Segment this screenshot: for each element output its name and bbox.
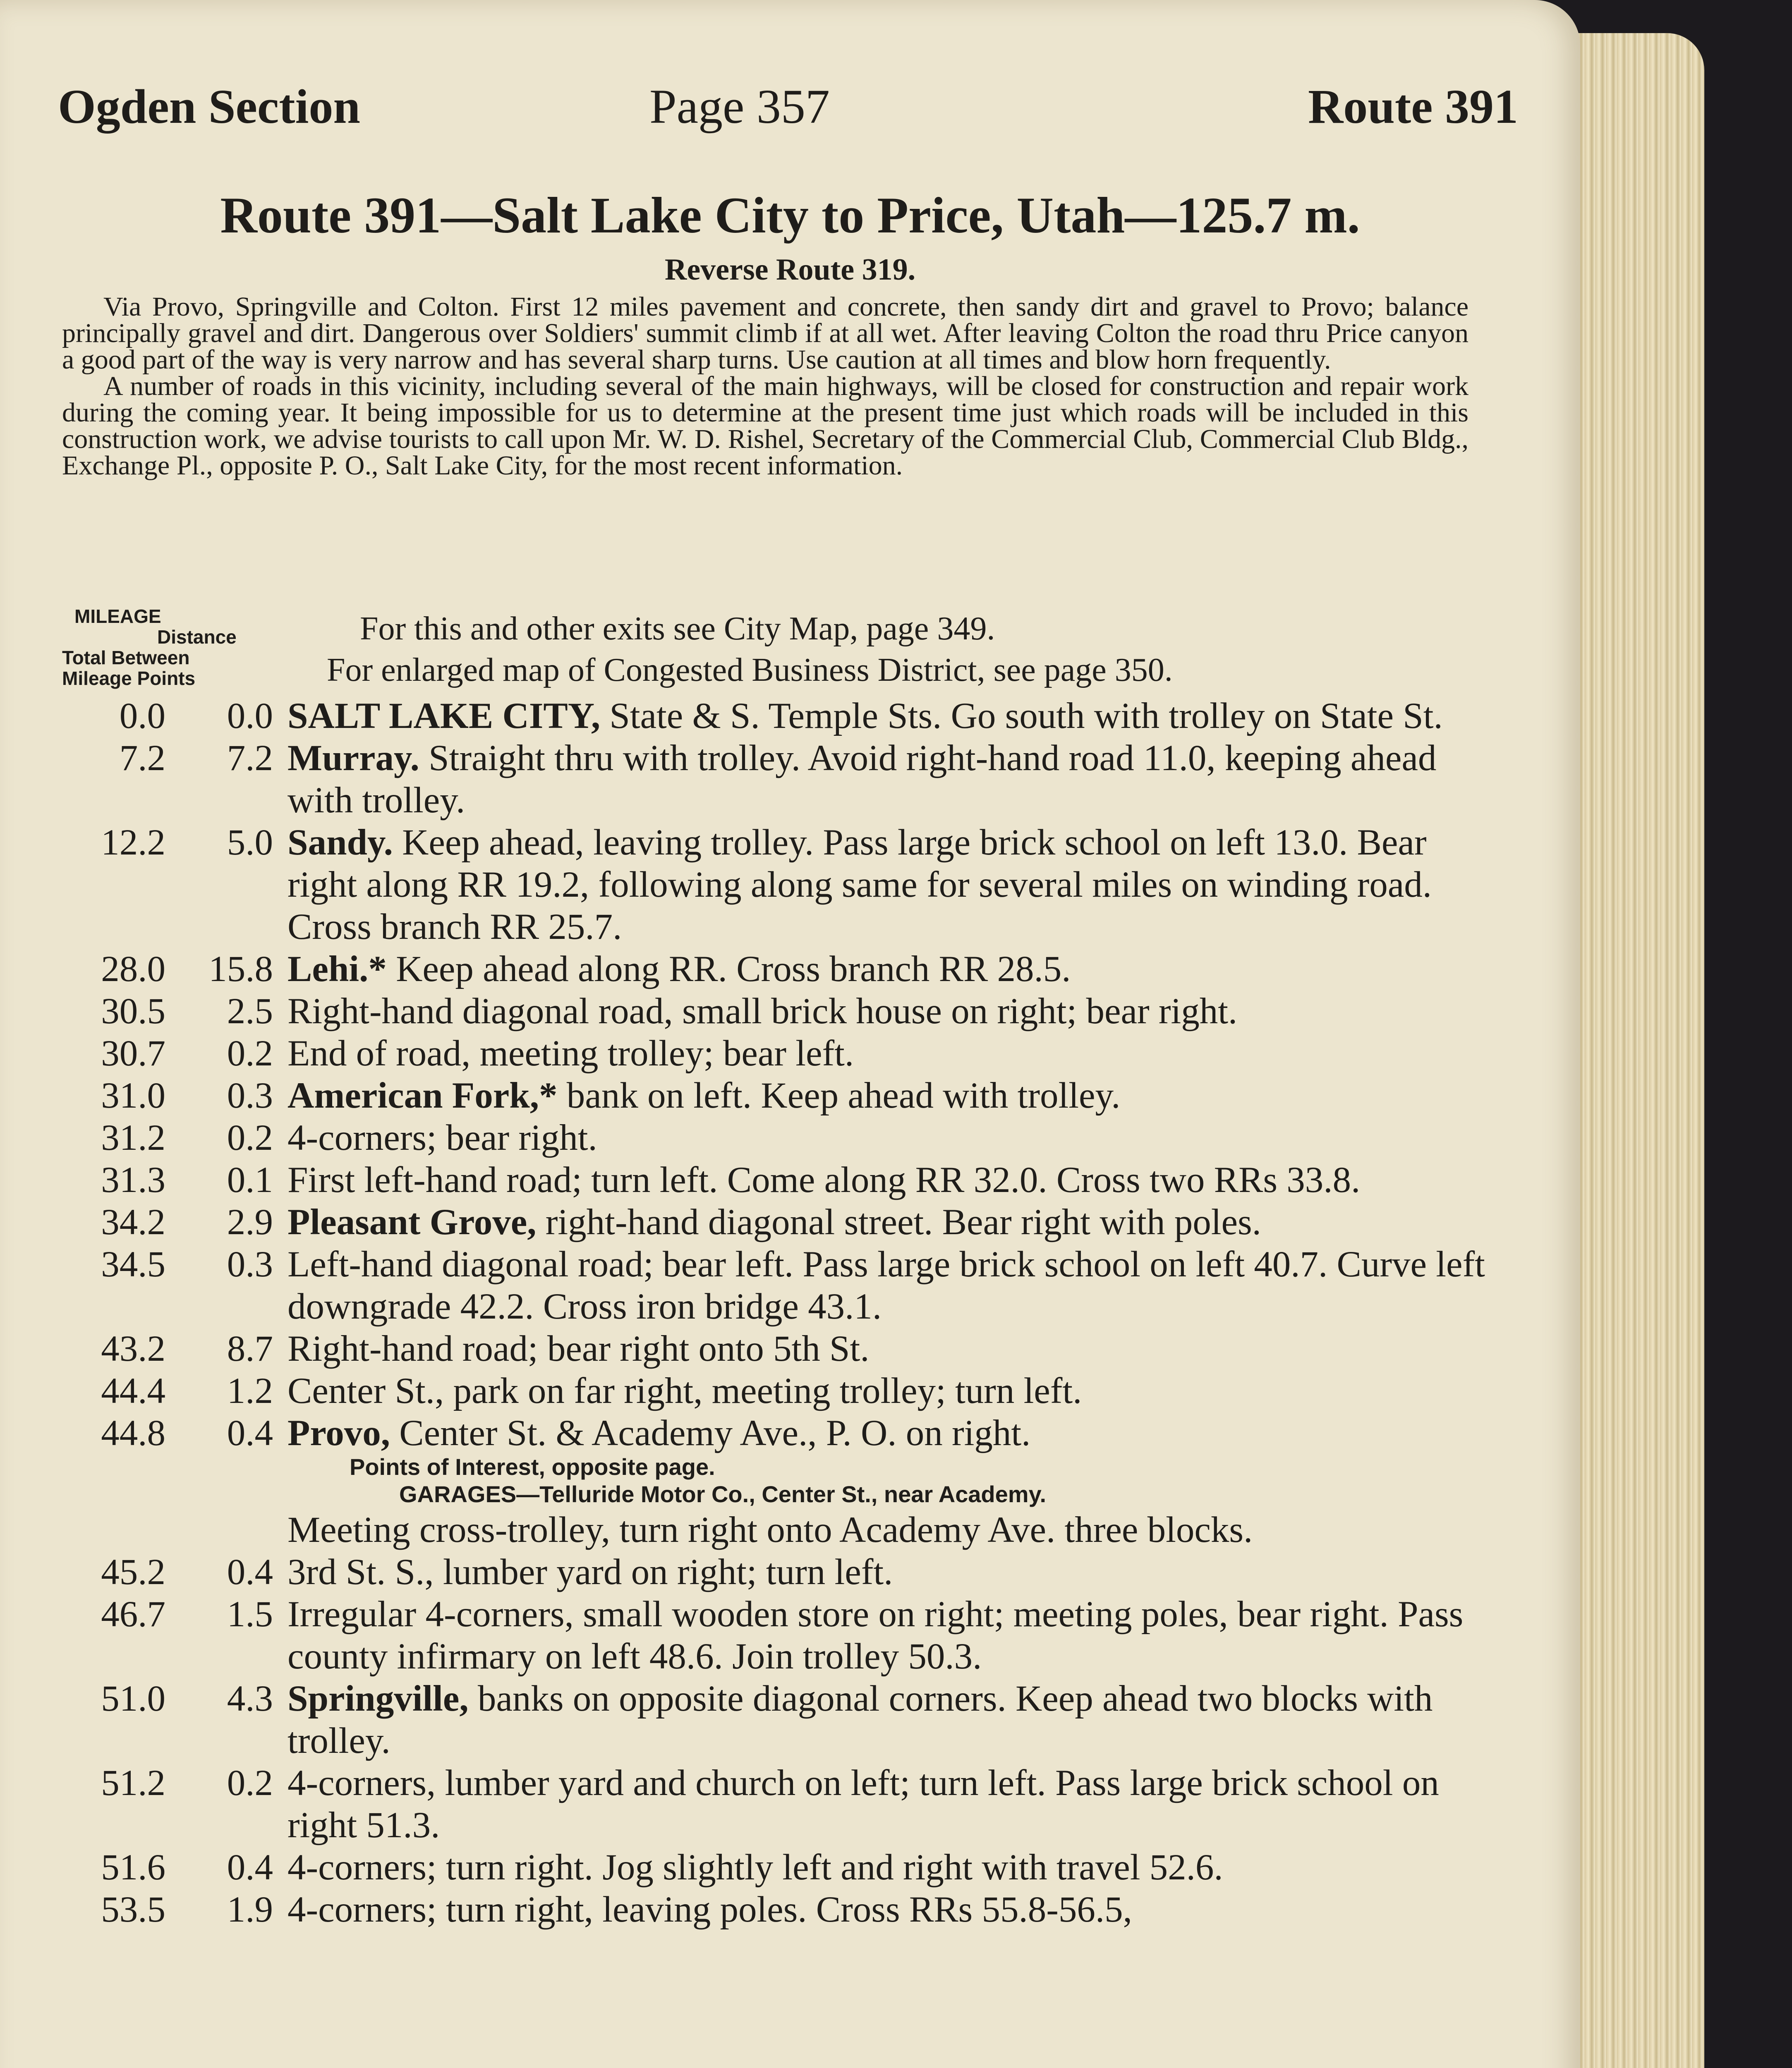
provo-details: [292, 1454, 1489, 1509]
direction-text: [287, 948, 1489, 990]
direction-body: Center St. & Academy Ave., P. O. on right.: [390, 1413, 1031, 1453]
direction-text: [287, 1117, 1489, 1159]
total-mileage: 51.6: [101, 1847, 165, 1888]
distance-between: 7.2: [227, 738, 273, 778]
points-of-interest-note: Points of Interest, opposite page.: [350, 1454, 715, 1480]
distance-between: 0.1: [227, 1160, 273, 1200]
route-log-entry: [62, 1075, 1489, 1117]
direction-body: bank on left. Keep ahead with trolley.: [557, 1075, 1121, 1116]
place-name: Pleasant Grove,: [287, 1202, 537, 1242]
distance-between: 2.9: [227, 1202, 273, 1242]
direction-text: [287, 1243, 1489, 1328]
map-note: For this and other exits see City Map, page 349.: [360, 610, 995, 647]
distance-between: 0.4: [227, 1413, 273, 1453]
direction-body: Keep ahead along RR. Cross branch RR 28.5.: [386, 949, 1071, 989]
mileage-column-header: [62, 606, 277, 689]
running-header: [58, 79, 1518, 145]
route-log-entry: [62, 1412, 1489, 1454]
place-name: Lehi.*: [287, 949, 387, 989]
route-log-entry: [62, 948, 1489, 990]
direction-body: 3rd St. S., lumber yard on right; turn left.: [287, 1552, 893, 1592]
route-label: Route 391: [1308, 79, 1518, 134]
distance-between: 2.5: [227, 991, 273, 1032]
route-log-part: [62, 695, 1489, 1454]
route-log-entry: [62, 1593, 1489, 1678]
map-notes: [327, 608, 1485, 691]
direction-text: [287, 1075, 1489, 1117]
distance-between: 5.0: [227, 822, 273, 863]
direction-text: [287, 1032, 1489, 1075]
direction-text: [287, 737, 1489, 821]
direction-text: [287, 1201, 1489, 1243]
total-mileage: 31.0: [101, 1075, 165, 1116]
route-log-entry: [62, 1117, 1489, 1159]
place-name: Sandy.: [287, 822, 393, 863]
total-mileage: 43.2: [101, 1328, 165, 1369]
direction-text: [287, 1846, 1489, 1888]
route-log-entry: [62, 1762, 1489, 1846]
distance-between: 15.8: [208, 949, 273, 989]
direction-body: Irregular 4-corners, small wooden store on right; meeting poles, bear right. Pass county infirmary on left 48.6. Join trolley 50.3.: [287, 1594, 1464, 1677]
route-log-entry: [62, 1328, 1489, 1370]
direction-text: [287, 990, 1489, 1032]
total-mileage: 7.2: [119, 738, 165, 778]
intro-paragraph: Via Provo, Springville and Colton. First 12 miles pavement and concrete, then sandy dirt and gravel to Provo; balance principally gravel and dirt. Dangerous over Soldiers' summit climb if at all wet. After leaving Colton the road thru Price canyon a good part of the way is very narrow and has several sharp turns. Use caution at all times and blow horn frequently.: [62, 292, 1469, 375]
direction-text: [287, 1370, 1489, 1412]
distance-between: 1.2: [227, 1371, 273, 1411]
direction-body: Keep ahead, leaving trolley. Pass large brick school on left 13.0. Bear right along RR 19.2, following along same for several miles on winding road. Cross branch RR 25.7.: [287, 822, 1432, 947]
direction-text: [287, 1328, 1489, 1370]
place-name: Springville,: [287, 1678, 469, 1719]
garages-note: GARAGES—Telluride Motor Co., Center St., near Academy.: [399, 1481, 1047, 1507]
route-log-entry: [62, 1678, 1489, 1762]
direction-text: [287, 1888, 1489, 1931]
direction-body: Straight thru with trolley. Avoid right-hand road 11.0, keeping ahead with trolley.: [287, 738, 1437, 821]
direction-body: Right-hand road; bear right onto 5th St.: [287, 1328, 870, 1369]
place-name: Murray.: [287, 738, 419, 778]
direction-body: End of road, meeting trolley; bear left.: [287, 1033, 854, 1074]
route-log: [62, 695, 1489, 1931]
place-name: American Fork,*: [287, 1075, 558, 1116]
distance-between: 0.3: [227, 1075, 273, 1116]
route-log-entry: [62, 990, 1489, 1032]
distance-between: 4.3: [227, 1678, 273, 1719]
distance-between: 0.2: [227, 1763, 273, 1803]
total-mileage: 34.2: [101, 1202, 165, 1242]
route-log-entry: [62, 1370, 1489, 1412]
total-mileage: 30.5: [101, 991, 165, 1032]
provo-continuation: Meeting cross-trolley, turn right onto Academy Ave. three blocks.: [287, 1510, 1253, 1550]
route-log-entry: [62, 737, 1489, 821]
route-log-entry: [62, 1888, 1489, 1931]
direction-body: Left-hand diagonal road; bear left. Pass large brick school on left 40.7. Curve left downgrade 42.2. Cross iron bridge 43.1.: [287, 1244, 1485, 1327]
direction-body: Center St., park on far right, meeting trolley; turn left.: [287, 1371, 1082, 1411]
direction-body: banks on opposite diagonal corners. Keep ahead two blocks with trolley.: [287, 1678, 1433, 1761]
direction-text: [287, 1412, 1489, 1454]
distance-between: 0.2: [227, 1033, 273, 1074]
intro-text: [62, 294, 1469, 479]
direction-text: [287, 1593, 1489, 1678]
direction-text: [287, 1159, 1489, 1201]
distance-between: 1.9: [227, 1889, 273, 1930]
direction-text: [287, 695, 1489, 737]
route-log-entry: [62, 1159, 1489, 1201]
route-log-entry: [62, 1551, 1489, 1593]
direction-text: [287, 1762, 1489, 1846]
page-number: Page 357: [649, 79, 830, 134]
mileage-header-label: Distance: [157, 626, 237, 648]
direction-body: 4-corners; turn right. Jog slightly left and right with travel 52.6.: [287, 1847, 1223, 1888]
distance-between: 0.4: [227, 1847, 273, 1888]
direction-body: 4-corners; bear right.: [287, 1118, 597, 1158]
total-mileage: 44.8: [101, 1413, 165, 1453]
route-log-entry: [62, 1032, 1489, 1075]
direction-body: 4-corners, lumber yard and church on left; turn left. Pass large brick school on right 51.3.: [287, 1763, 1439, 1845]
direction-text: [287, 821, 1489, 948]
distance-between: 0.0: [227, 696, 273, 736]
mileage-header-label: Total Between: [62, 647, 190, 668]
total-mileage: 53.5: [101, 1889, 165, 1930]
route-log-entry: [62, 1846, 1489, 1888]
place-name: SALT LAKE CITY,: [287, 696, 601, 736]
section-label: Ogden Section: [58, 79, 360, 134]
direction-body: Right-hand diagonal road, small brick house on right; bear right.: [287, 991, 1238, 1032]
direction-text: [287, 1551, 1489, 1593]
route-log-entry: [62, 1201, 1489, 1243]
total-mileage: 34.5: [101, 1244, 165, 1285]
direction-body: right-hand diagonal street. Bear right with poles.: [536, 1202, 1261, 1242]
total-mileage: 30.7: [101, 1033, 165, 1074]
route-title: Route 391—Salt Lake City to Price, Utah—125.7 m.: [220, 187, 1360, 244]
route-log-entry: [62, 1243, 1489, 1328]
mileage-header-label: MILEAGE: [74, 606, 161, 627]
route-log-entry: [62, 821, 1489, 948]
place-name: Provo,: [287, 1413, 391, 1453]
route-subtitle: Reverse Route 319.: [664, 253, 916, 287]
total-mileage: 51.2: [101, 1763, 165, 1803]
distance-between: 8.7: [227, 1328, 273, 1369]
distance-between: 1.5: [227, 1594, 273, 1635]
distance-between: 0.3: [227, 1244, 273, 1285]
map-note: For enlarged map of Congested Business District, see page 350.: [327, 652, 1173, 688]
total-mileage: 0.0: [119, 696, 165, 736]
direction-body: First left-hand road; turn left. Come along RR 32.0. Cross two RRs 33.8.: [287, 1160, 1361, 1200]
direction-body: State & S. Temple Sts. Go south with trolley on State St.: [600, 696, 1443, 736]
distance-between: 0.2: [227, 1118, 273, 1158]
total-mileage: 31.2: [101, 1118, 165, 1158]
distance-between: 0.4: [227, 1552, 273, 1592]
total-mileage: 46.7: [101, 1594, 165, 1635]
total-mileage: 44.4: [101, 1371, 165, 1411]
route-log-part: [62, 1551, 1489, 1931]
route-log-entry: [62, 695, 1489, 737]
direction-body: 4-corners; turn right, leaving poles. Cross RRs 55.8-56.5,: [287, 1889, 1132, 1930]
intro-paragraph: A number of roads in this vicinity, including several of the main highways, will be closed for construction and repair work during the coming year. It being impossible for us to determine at the present time just which roads will be included in this construction work, we advise tourists to call upon Mr. W. D. Rishel, Secretary of the Commercial Club, Commercial Club Bldg., Exchange Pl., opposite P. O., Salt Lake City, for the most recent information.: [62, 371, 1469, 481]
total-mileage: 51.0: [101, 1678, 165, 1719]
total-mileage: 45.2: [101, 1552, 165, 1592]
mileage-header-label: Mileage Points: [62, 668, 196, 689]
total-mileage: 28.0: [101, 949, 165, 989]
direction-text: [287, 1678, 1489, 1762]
total-mileage: 12.2: [101, 822, 165, 863]
total-mileage: 31.3: [101, 1160, 165, 1200]
